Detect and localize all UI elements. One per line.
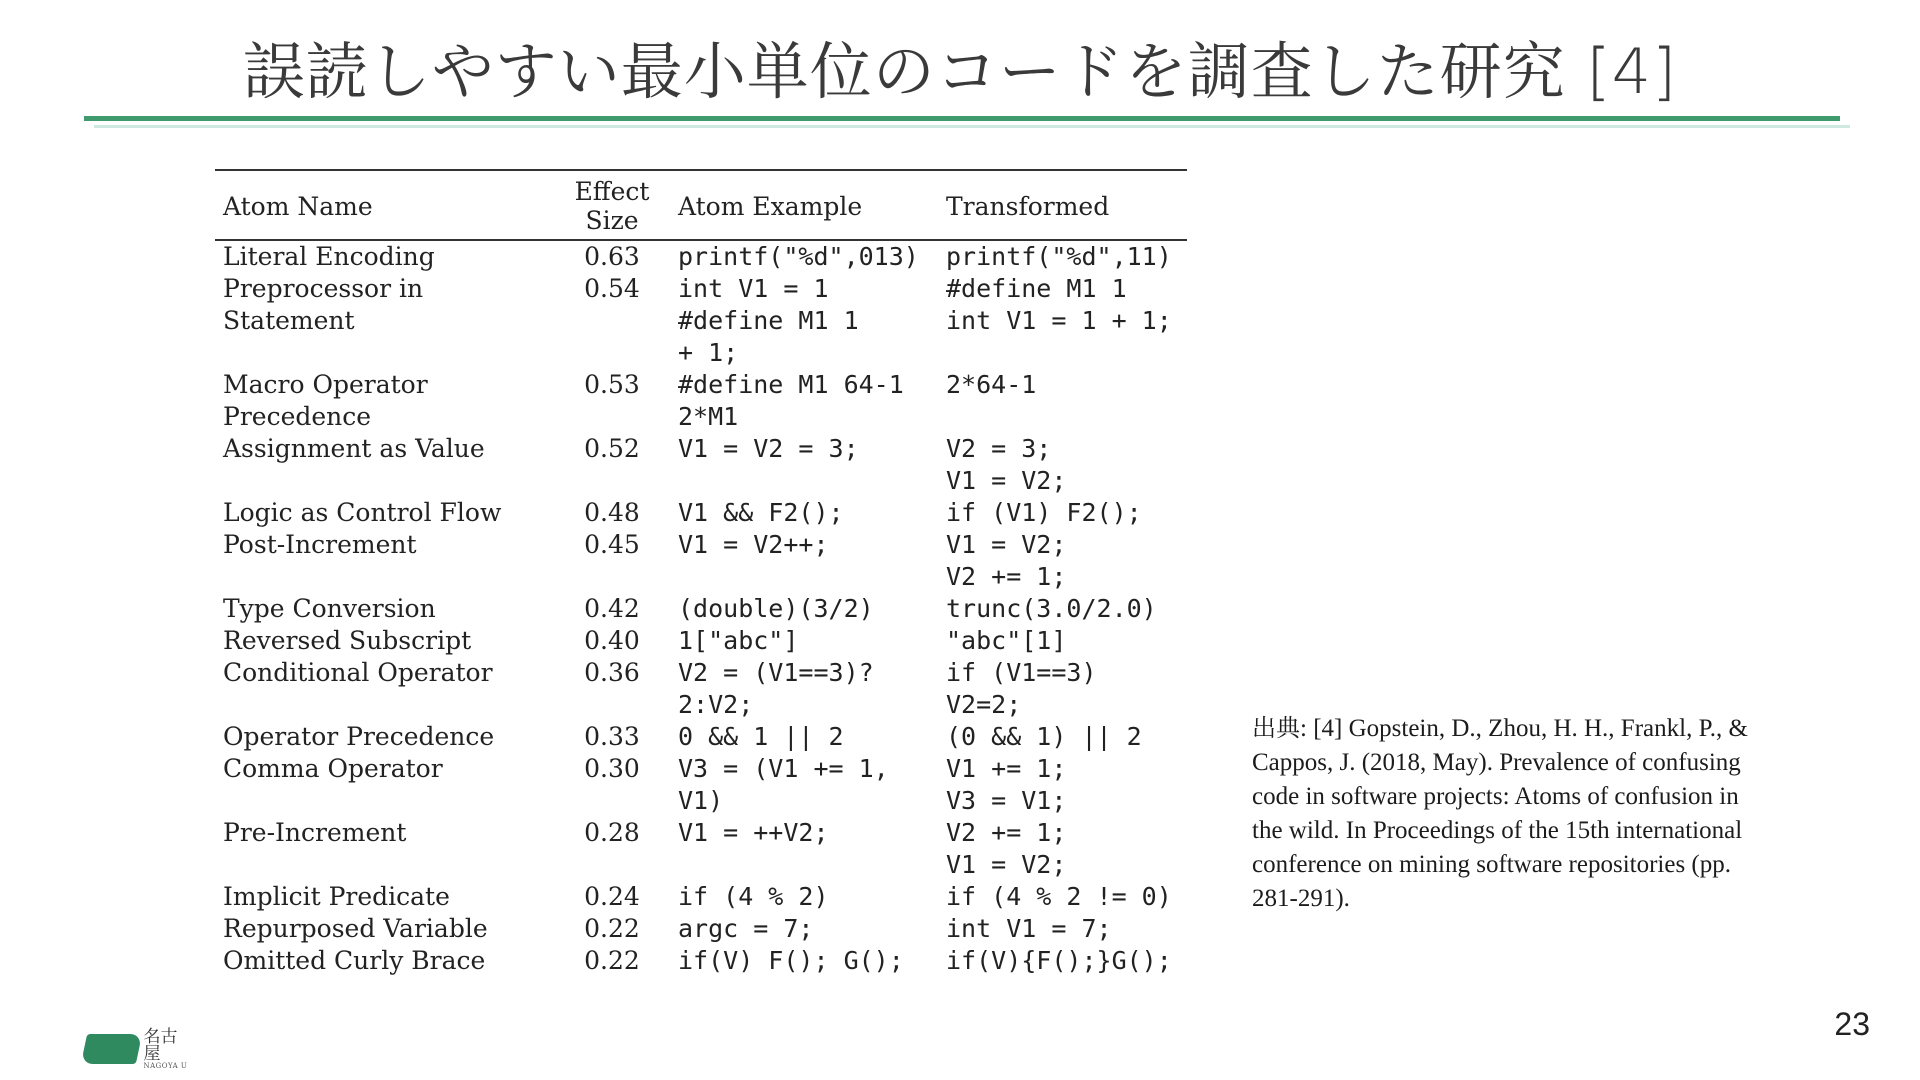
- transformed-cell: V2 = 3; V1 = V2;: [946, 434, 1067, 495]
- effect-size-cell: 0.54: [584, 274, 640, 303]
- citation-label: 出典: [1252, 714, 1300, 742]
- transformed-cell: if (V1==3) V2=2;: [946, 658, 1097, 719]
- effect-size-cell: 0.63: [584, 242, 640, 271]
- transformed-cell: V1 = V2; V2 += 1;: [946, 530, 1067, 591]
- atom-name-cell: Macro Operator Precedence: [223, 370, 428, 431]
- effect-size-cell: 0.53: [584, 370, 640, 399]
- atom-name-cell: Literal Encoding: [223, 242, 435, 271]
- atom-name-cell: Reversed Subscript: [223, 626, 472, 655]
- table-row: [215, 657, 1187, 721]
- table-row: [215, 913, 1187, 945]
- logo-en-text: NAGOYA U: [143, 1061, 188, 1070]
- header-effect-size: Effect Size: [554, 170, 670, 240]
- effect-size-cell: 0.30: [584, 754, 640, 783]
- slide-title: 誤読しやすい最小単位のコードを調査した研究 [4]: [242, 35, 1678, 108]
- atom-name-cell: Omitted Curly Brace: [223, 946, 486, 975]
- effect-size-cell: 0.22: [584, 914, 640, 943]
- atom-example-cell: V1 = V2++;: [678, 530, 829, 559]
- atom-name-cell: Conditional Operator: [223, 658, 493, 687]
- table-row: [215, 721, 1187, 753]
- atom-name-cell: Pre-Increment: [223, 818, 407, 847]
- transformed-cell: int V1 = 7;: [946, 914, 1112, 943]
- citation-text: : [4] Gopstein, D., Zhou, H. H., Frankl, P., & Cappos, J. (2018, May). Prevalence of confusing code in software projects: Atoms of confusion in the wild. In Proceedings of the 15th international conference on mining software repositories (pp. 281-291).: [1252, 715, 1748, 912]
- atom-name-cell: Implicit Predicate: [223, 882, 450, 911]
- table-row: [215, 369, 1187, 433]
- atom-example-cell: V1 = ++V2;: [678, 818, 829, 847]
- citation: [1252, 711, 1772, 916]
- effect-size-cell: 0.24: [584, 882, 640, 911]
- atom-example-cell: 0 && 1 || 2: [678, 722, 844, 751]
- university-logo: [84, 1026, 194, 1070]
- atom-name-cell: Logic as Control Flow: [223, 498, 502, 527]
- atom-example-cell: int V1 = 1 #define M1 1 + 1;: [678, 274, 859, 367]
- table-row: [215, 753, 1187, 817]
- atom-example-cell: 1["abc"]: [678, 626, 799, 655]
- page-number: 23: [1834, 1006, 1870, 1042]
- atom-example-cell: (double)(3/2): [678, 594, 874, 623]
- title-divider-shadow: [94, 125, 1850, 128]
- table-row: [215, 945, 1187, 977]
- atom-example-cell: #define M1 64-1 2*M1: [678, 370, 904, 431]
- transformed-cell: 2*64-1: [946, 370, 1037, 399]
- header-atom-name: Atom Name: [215, 170, 554, 240]
- atom-name-cell: Type Conversion: [223, 594, 436, 623]
- table-row: [215, 433, 1187, 497]
- effect-size-cell: 0.45: [584, 530, 640, 559]
- effect-size-cell: 0.48: [584, 498, 640, 527]
- effect-size-cell: 0.52: [584, 434, 640, 463]
- atom-example-cell: if (4 % 2): [678, 882, 829, 911]
- effect-size-cell: 0.36: [584, 658, 640, 687]
- effect-size-cell: 0.40: [584, 626, 640, 655]
- table-row: [215, 529, 1187, 593]
- transformed-cell: if (4 % 2 != 0): [946, 882, 1172, 911]
- table-row: [215, 881, 1187, 913]
- atom-example-cell: V2 = (V1==3)?2:V2;: [678, 658, 874, 719]
- effect-size-cell: 0.22: [584, 946, 640, 975]
- table-row: [215, 593, 1187, 625]
- table-row: [215, 817, 1187, 881]
- logo-text: [143, 1026, 194, 1070]
- atoms-table-container: [215, 169, 1187, 977]
- transformed-cell: V2 += 1; V1 = V2;: [946, 818, 1067, 879]
- atom-name-cell: Operator Precedence: [223, 722, 495, 751]
- header-transformed: Transformed: [938, 170, 1187, 240]
- transformed-cell: V1 += 1; V3 = V1;: [946, 754, 1067, 815]
- atom-name-cell: Repurposed Variable: [223, 914, 488, 943]
- atom-example-cell: argc = 7;: [678, 914, 814, 943]
- table-row: [215, 625, 1187, 657]
- table-header-row: [215, 170, 1187, 240]
- effect-size-cell: 0.42: [584, 594, 640, 623]
- logo-jp-text: 名古屋: [143, 1026, 178, 1064]
- atom-example-cell: V1 && F2();: [678, 498, 844, 527]
- transformed-cell: #define M1 1 int V1 = 1 + 1;: [946, 274, 1172, 335]
- table-row: [215, 273, 1187, 369]
- header-atom-example: Atom Example: [670, 170, 938, 240]
- atom-name-cell: Assignment as Value: [223, 434, 485, 463]
- logo-mark-icon: [81, 1034, 143, 1064]
- effect-size-cell: 0.33: [584, 722, 640, 751]
- title-divider: [84, 116, 1840, 121]
- atoms-table: [215, 169, 1187, 977]
- atom-example-cell: V3 = (V1 += 1, V1): [678, 754, 889, 815]
- transformed-cell: if(V){F();}G();: [946, 946, 1172, 975]
- atom-name-cell: Preprocessor in Statement: [223, 274, 424, 335]
- transformed-cell: "abc"[1]: [946, 626, 1067, 655]
- atom-name-cell: Comma Operator: [223, 754, 443, 783]
- atom-example-cell: V1 = V2 = 3;: [678, 434, 859, 463]
- atom-example-cell: if(V) F(); G();: [678, 946, 904, 975]
- transformed-cell: printf("%d",11): [946, 242, 1172, 271]
- transformed-cell: trunc(3.0/2.0): [946, 594, 1157, 623]
- atom-name-cell: Post-Increment: [223, 530, 417, 559]
- table-row: [215, 240, 1187, 273]
- transformed-cell: (0 && 1) || 2: [946, 722, 1142, 751]
- effect-size-cell: 0.28: [584, 818, 640, 847]
- transformed-cell: if (V1) F2();: [946, 498, 1142, 527]
- atom-example-cell: printf("%d",013): [678, 242, 919, 271]
- atoms-table-body: [215, 240, 1187, 977]
- table-row: [215, 497, 1187, 529]
